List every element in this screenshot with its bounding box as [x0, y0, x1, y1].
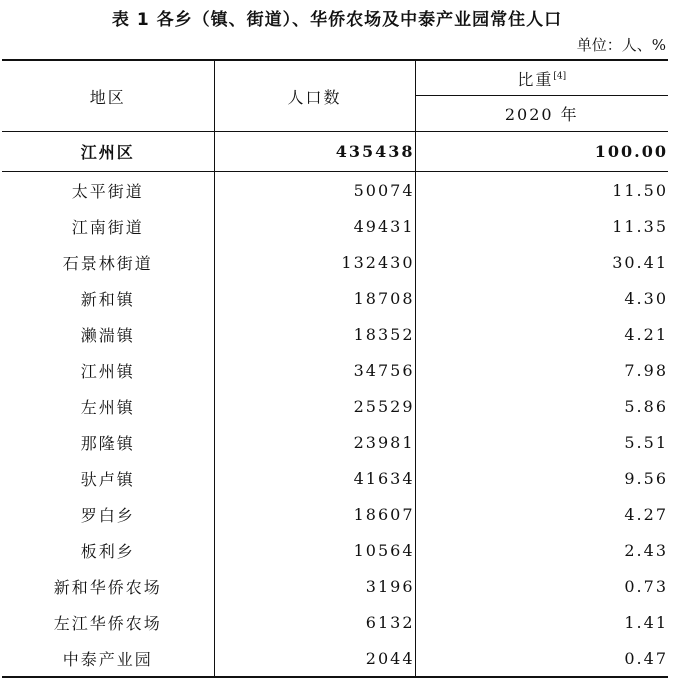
- total-region: 江州区: [2, 132, 214, 172]
- header-year: 2020 年: [415, 96, 668, 132]
- unit-label: 单位：人、%: [576, 36, 666, 54]
- table-row: [2, 568, 668, 604]
- share-cell: 2.43: [624, 540, 668, 560]
- total-population: 435438: [214, 132, 415, 172]
- share-footnote-ref: [4]: [553, 71, 567, 82]
- share-cell: 4.21: [624, 324, 668, 344]
- share-cell: 9.56: [624, 468, 668, 488]
- table-row: [2, 316, 668, 352]
- total-share: 100.00: [415, 132, 668, 172]
- region-cell: 罗白乡: [2, 496, 214, 532]
- population-table: [2, 59, 668, 678]
- table-row: [2, 208, 668, 244]
- population-cell: 50074: [214, 172, 415, 209]
- region-cell: 中泰产业园: [2, 640, 214, 677]
- table-row: [2, 352, 668, 388]
- table-row: [2, 172, 668, 209]
- share-cell: 5.51: [624, 432, 668, 452]
- region-cell: 驮卢镇: [2, 460, 214, 496]
- total-row: [2, 132, 668, 172]
- table-row: [2, 388, 668, 424]
- share-cell: 7.98: [624, 360, 668, 380]
- region-cell: 濑湍镇: [2, 316, 214, 352]
- population-cell: 18708: [214, 280, 415, 316]
- header-region: 地区: [2, 60, 214, 132]
- share-cell: 0.73: [624, 576, 668, 596]
- share-cell: 4.27: [624, 504, 668, 524]
- population-cell: 25529: [214, 388, 415, 424]
- header-population: 人口数: [214, 60, 415, 132]
- table-title: 表 1 各乡（镇、街道）、华侨农场及中泰产业园常住人口: [111, 10, 563, 30]
- table-row: [2, 640, 668, 677]
- table-row: [2, 496, 668, 532]
- table-row: [2, 280, 668, 316]
- population-cell: 18607: [214, 496, 415, 532]
- region-cell: 石景林街道: [2, 244, 214, 280]
- population-cell: 18352: [214, 316, 415, 352]
- population-cell: 23981: [214, 424, 415, 460]
- table-row: [2, 244, 668, 280]
- share-cell: 5.86: [624, 396, 668, 416]
- region-cell: 江南街道: [2, 208, 214, 244]
- population-cell: 2044: [214, 640, 415, 677]
- share-cell: 11.50: [612, 180, 668, 200]
- region-cell: 新和镇: [2, 280, 214, 316]
- region-cell: 板利乡: [2, 532, 214, 568]
- share-cell: 0.47: [624, 648, 668, 668]
- population-cell: 41634: [214, 460, 415, 496]
- table-row: [2, 424, 668, 460]
- population-cell: 3196: [214, 568, 415, 604]
- header-share: [415, 60, 668, 96]
- region-cell: 左州镇: [2, 388, 214, 424]
- region-cell: 太平街道: [2, 172, 214, 209]
- table-row: [2, 532, 668, 568]
- population-cell: 6132: [214, 604, 415, 640]
- header-share-label: 比重: [517, 69, 554, 89]
- population-cell: 34756: [214, 352, 415, 388]
- share-cell: 30.41: [612, 252, 668, 272]
- population-cell: 132430: [214, 244, 415, 280]
- header-row: [2, 60, 668, 96]
- region-cell: 那隆镇: [2, 424, 214, 460]
- region-cell: 新和华侨农场: [2, 568, 214, 604]
- population-cell: 10564: [214, 532, 415, 568]
- region-cell: 左江华侨农场: [2, 604, 214, 640]
- region-cell: 江州镇: [2, 352, 214, 388]
- population-cell: 49431: [214, 208, 415, 244]
- table-row: [2, 460, 668, 496]
- table-row: [2, 604, 668, 640]
- share-cell: 4.30: [624, 288, 668, 308]
- share-cell: 11.35: [612, 216, 668, 236]
- share-cell: 1.41: [624, 612, 668, 632]
